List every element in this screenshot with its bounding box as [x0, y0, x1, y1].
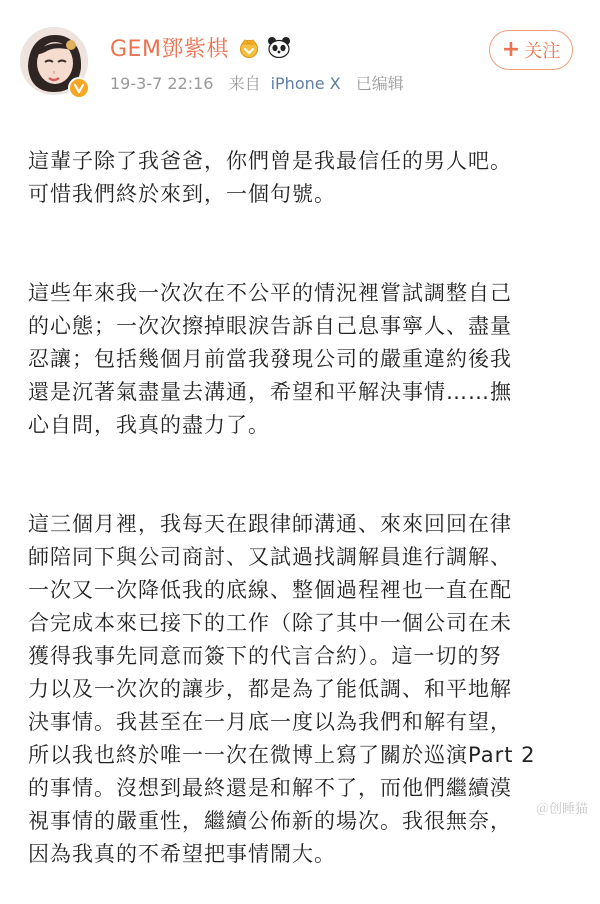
- edited-label[interactable]: 已编辑: [355, 74, 404, 93]
- author-info: [110, 33, 291, 61]
- author-name[interactable]: GEM鄧紫棋: [110, 36, 229, 62]
- panda-icon[interactable]: [267, 36, 291, 58]
- post-paragraph: 這輩子除了我爸爸，你們曾是我最信任的男人吧。 可惜我們終於來到，一個句號。: [28, 149, 512, 206]
- post-paragraph: 這三個月裡，我每天在跟律師溝通、來來回回在律 師陪同下與公司商討、又試過找調解員進行調解、 一次又一次降低我的底線、整個過程裡也一直在配 合完成本來已接下的工作（除了其中一個公司在未 獲得我事先同意而簽下的代言合約）。這一切的努 力以及一次次的讓步，都是為了能低調、和平地解 決事情。我甚至在一月底一度以為我們和解有望， 所以我也終於唯一一次在微博上寫了關於巡演Part 2 的事情。沒想到最終還是和解不了，而他們繼續漠 視事情的嚴重性，繼續公佈新的場次。我很無奈， 因為我真的不希望把事情鬧大。: [28, 512, 536, 866]
- post-meta: [110, 71, 414, 94]
- post-body: [28, 112, 580, 904]
- author-avatar-wrap[interactable]: [20, 27, 90, 97]
- plus-icon: +: [501, 37, 521, 62]
- post-timestamp: 19-3-7 22:16: [110, 74, 214, 93]
- follow-label: 关注: [524, 41, 561, 62]
- vip-crown-icon[interactable]: [237, 36, 261, 58]
- post-header: [0, 0, 600, 110]
- source-device[interactable]: iPhone X: [270, 74, 341, 93]
- verified-badge-icon: [68, 77, 90, 99]
- follow-button[interactable]: [489, 30, 573, 70]
- source-prefix: 来自: [228, 74, 261, 93]
- watermark: ＠创睡猫: [535, 802, 588, 817]
- post-paragraph: 這些年來我一次次在不公平的情況裡嘗試調整自己 的心態；一次次擦掉眼淚告訴自己息事寧人、盡量 忍讓；包括幾個月前當我發現公司的嚴重違約後我 還是沉著氣盡量去溝通，希望和平解決事情……撫 心自問，我真的盡力了。: [28, 281, 512, 437]
